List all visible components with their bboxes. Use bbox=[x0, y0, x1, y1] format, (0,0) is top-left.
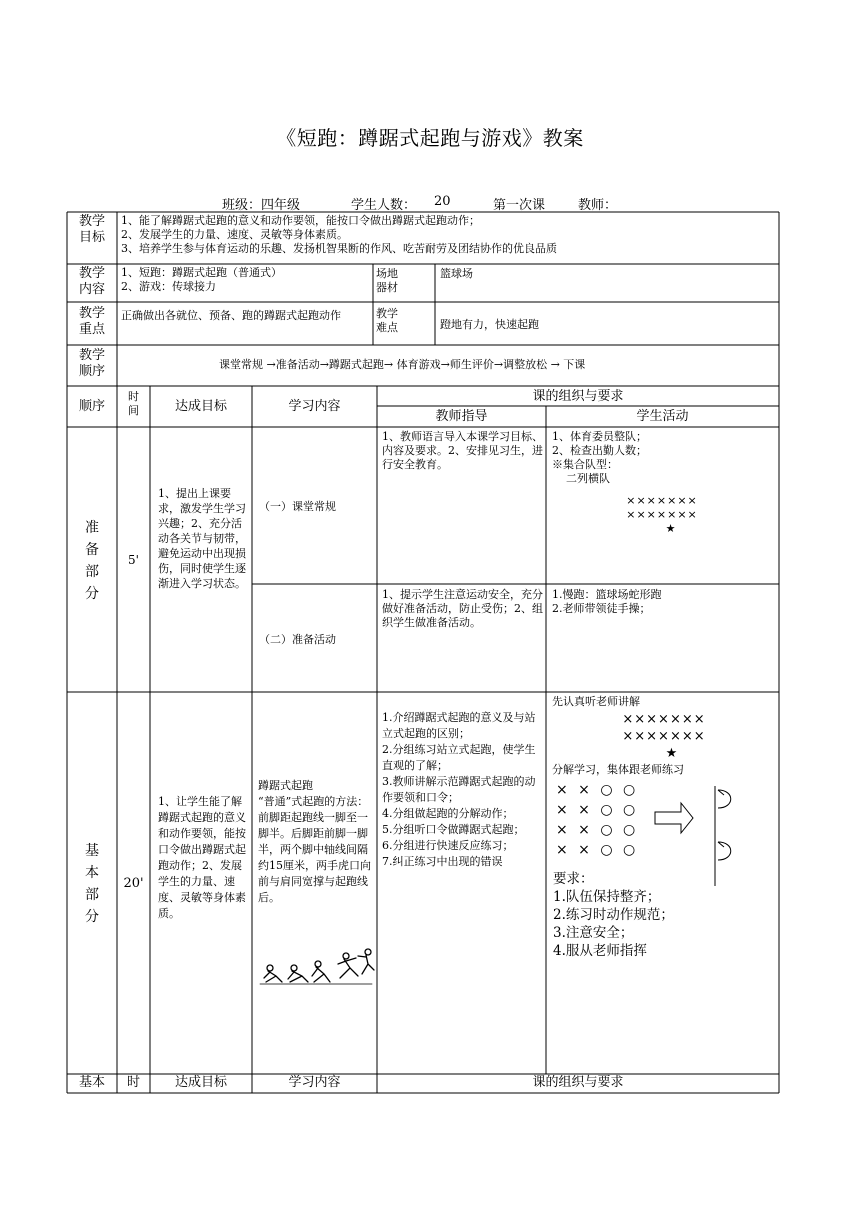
footer-target: 达成目标 bbox=[174, 1075, 227, 1090]
footer-section: 基本 bbox=[78, 1075, 105, 1090]
focus-label: 教学 重点 bbox=[78, 306, 105, 337]
basic-student-mid: 分解学习，集体跟老师练习 bbox=[552, 763, 684, 776]
prep-student-1: 1、体育委员整队； 2、检查出勤人数； ※集合队型： 二列横队 bbox=[552, 430, 647, 485]
order-label: 教学 顺序 bbox=[78, 348, 105, 379]
header-target: 达成目标 bbox=[174, 399, 227, 414]
prep-target: 1、提出上课要求，激发学生学习兴趣；2、充分活动各关节与韧带，避免运动中出现损伤，同时使学生逐渐进入学习状态。 bbox=[158, 487, 246, 590]
prep-section-label: 准 备 部 分 bbox=[85, 520, 99, 602]
content-text: 1、短跑：蹲踞式起跑（普通式） 2、游戏：传球接力 bbox=[121, 266, 282, 293]
header-time: 时 间 bbox=[128, 390, 139, 417]
header-org: 课的组织与要求 bbox=[532, 389, 624, 404]
page-title: 《短跑：蹲踞式起跑与游戏》教案 bbox=[276, 126, 584, 150]
basic-section-label: 基 本 部 分 bbox=[85, 843, 99, 925]
basic-requirements: 要求： 1.队伍保持整齐； 2.练习时动作规范； 3.注意安全； 4.服从老师指挥 bbox=[553, 871, 674, 959]
footer-org: 课的组织与要求 bbox=[532, 1075, 624, 1090]
goals-label: 教学 目标 bbox=[78, 214, 105, 245]
prep-formation: ××××××× ××××××× ★ bbox=[622, 494, 702, 536]
basic-content: 蹲踞式起跑 “普通”式起跑的方法： 前脚距起跑线一脚至一脚半。后脚距前脚一脚半，两个脚中轴线间隔约15厘米，两手虎口向前与肩同宽撑与起跑线后。 bbox=[258, 779, 371, 904]
footer-content: 学习内容 bbox=[288, 1075, 341, 1090]
prep-content-warmup: （二）准备活动 bbox=[259, 633, 336, 646]
difficulty-text: 蹬地有力，快速起跑 bbox=[440, 318, 539, 331]
sprint-start-figure bbox=[258, 946, 376, 986]
prep-teacher-2: 1、提示学生注意运动安全，充分做好准备活动，防止受伤；2、组织学生做准备活动。 bbox=[382, 588, 543, 629]
venue-text: 篮球场 bbox=[440, 267, 473, 280]
difficulty-label: 教学 难点 bbox=[376, 307, 398, 334]
prep-student-2: 1.慢跑：篮球场蛇形跑 2.老师带领徒手操； bbox=[552, 588, 662, 615]
header-order: 顺序 bbox=[78, 399, 105, 414]
footer-time: 时 bbox=[126, 1075, 140, 1090]
students-label: 学生人数： bbox=[351, 198, 417, 213]
focus-text: 正确做出各就位、预备、跑的蹲踞式起跑动作 bbox=[121, 309, 341, 322]
star-icon: ★ bbox=[665, 522, 677, 535]
content-label: 教学 内容 bbox=[78, 266, 105, 297]
basic-student-top: 先认真听老师讲解 bbox=[552, 695, 640, 708]
star-icon: ★ bbox=[665, 746, 679, 761]
header-content: 学习内容 bbox=[288, 399, 341, 414]
basic-target: 1、让学生能了解蹲踞式起跑的意义和动作要领，能按口令做出蹲踞式起跑动作；2、发展学生的力量、速度、灵敏等身体素质。 bbox=[158, 795, 246, 920]
basic-formation: ××××××× ××××××× ★ bbox=[616, 711, 712, 762]
basic-time: 20' bbox=[123, 876, 144, 891]
prep-time: 5' bbox=[128, 553, 139, 567]
venue-label: 场地 器材 bbox=[376, 267, 398, 294]
header-teacher: 教师指导 bbox=[435, 409, 488, 424]
drill-formation: × × ○ ○ × × ○ ○ × × ○ ○ × × ○ ○ bbox=[556, 782, 637, 858]
prep-content-routine: （一）课堂常规 bbox=[259, 500, 336, 513]
basic-teacher: 1.介绍蹲踞式起跑的意义及与站立式起跑的区别； 2.分组练习站立式起跑，使学生直观的了解； 3.教师讲解示范蹲踞式起跑的动作要领和口令； 4.分组做起跑的分解动作； 5.分组听口令做蹲踞式起跑； 6.分组进行快速反应练习； 7.纠正练习中出现的错误 bbox=[382, 711, 536, 868]
header-student: 学生活动 bbox=[636, 409, 689, 424]
goals-text: 1、能了解蹲踞式起跑的意义和动作要领，能按口令做出蹲踞式起跑动作； 2、发展学生的力量、速度、灵敏等身体素质。 3、培养学生参与体育运动的乐趣、发扬机智果断的作风、吃苦耐劳及团结协作的优良品质 bbox=[121, 214, 557, 255]
prep-teacher-1: 1、教师语言导入本课学习目标、内容及要求。2、安排见习生，进行安全教育。 bbox=[382, 430, 543, 471]
students-count: 20 bbox=[434, 194, 451, 209]
order-text: 课堂常规 →准备活动→蹲踞式起跑→ 体育游戏→师生评价→调整放松 → 下课 bbox=[219, 358, 586, 371]
lesson-label: 第一次课 bbox=[493, 198, 546, 213]
class-label: 班级：四年级 bbox=[222, 198, 301, 213]
teacher-label: 教师： bbox=[578, 198, 618, 213]
